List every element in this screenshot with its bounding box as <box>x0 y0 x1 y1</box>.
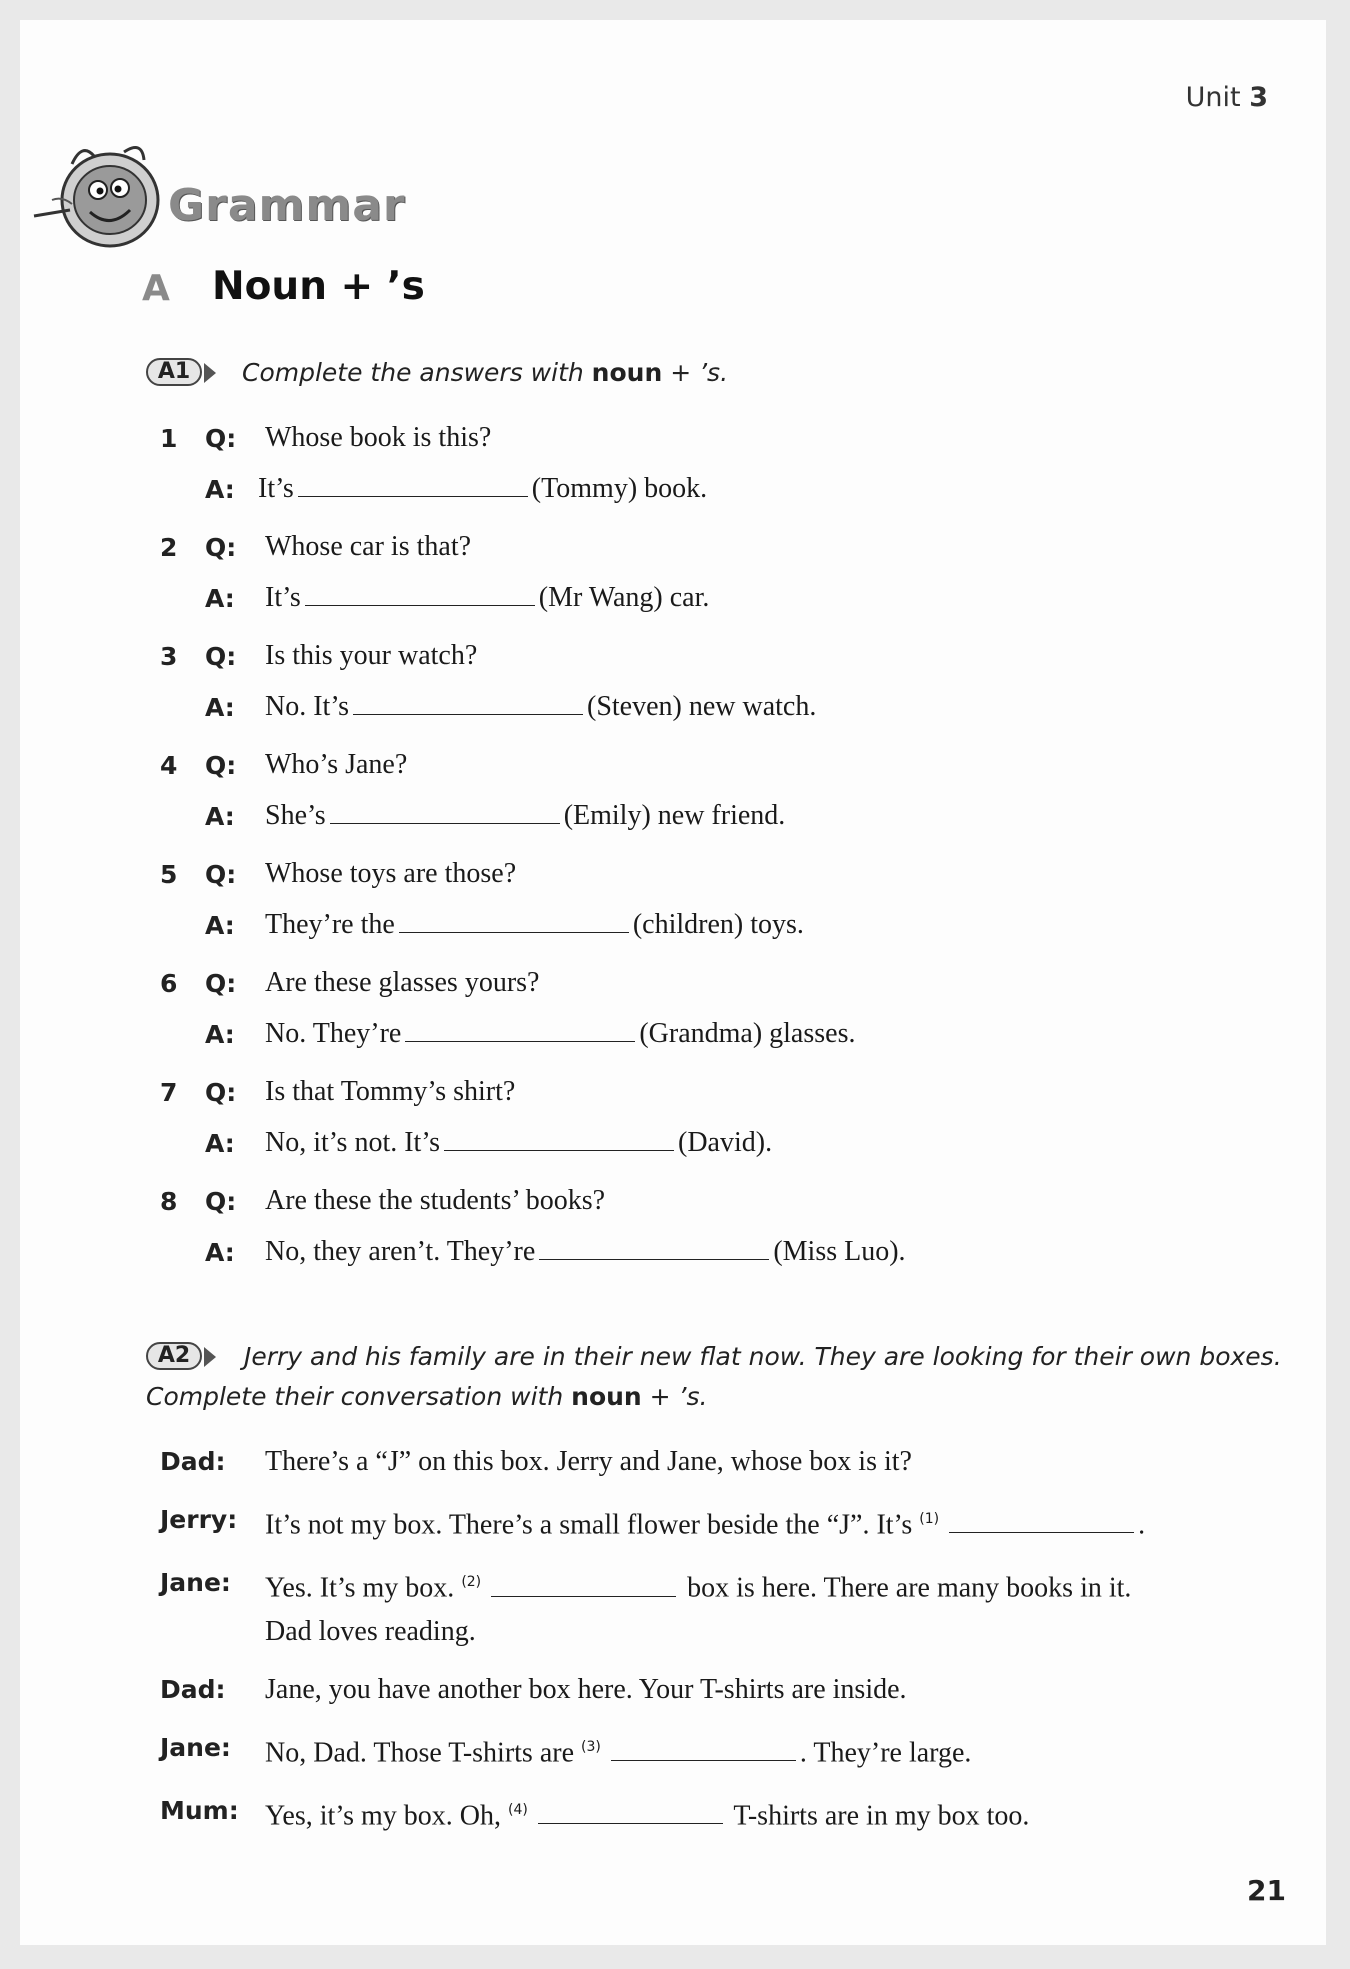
grammar-banner-title: Grammar <box>168 180 406 231</box>
a-label: A: <box>205 1020 235 1049</box>
dialogue-text <box>265 1498 1310 1546</box>
speaker-label: Mum: <box>160 1795 239 1825</box>
question-text: Is this your watch? <box>265 640 478 671</box>
q-label: Q: <box>205 424 237 453</box>
question-row <box>160 1074 1260 1125</box>
instruction-text: + ’s. <box>662 358 729 387</box>
answer-blank[interactable] <box>305 583 535 606</box>
question-row <box>160 420 1260 471</box>
question-text: Whose car is that? <box>265 531 472 562</box>
a1-instruction <box>242 358 728 387</box>
a2-dialogue <box>160 1440 1310 1837</box>
speaker-label: Jane: <box>160 1568 231 1598</box>
item-number: 8 <box>160 1187 178 1216</box>
dialogue-pre: It’s not my box. There’s a small flower beside the “J”. It’s <box>265 1509 913 1541</box>
a1-question-list <box>160 420 1260 1292</box>
q-label: Q: <box>205 642 237 671</box>
answer-pre: They’re the <box>265 909 395 940</box>
dialogue-line <box>160 1561 1310 1652</box>
a2-instruction-line1: Jerry and his family are in their new flat now. They are looking for their own boxes. <box>244 1342 1282 1371</box>
dialogue-post: . <box>1138 1509 1146 1541</box>
dialogue-post: . They’re large. <box>799 1736 972 1768</box>
item-number: 6 <box>160 969 178 998</box>
answer-text <box>265 800 785 832</box>
workbook-page <box>20 20 1326 1945</box>
speaker-label: Jerry: <box>160 1505 238 1534</box>
question-text: Whose toys are those? <box>265 858 517 889</box>
dialogue-line <box>160 1498 1310 1546</box>
answer-text <box>265 1236 906 1268</box>
instruction-bold: noun <box>571 1382 642 1411</box>
answer-blank[interactable] <box>399 910 629 933</box>
answer-post: (Mr Wang) car. <box>538 582 710 613</box>
answer-post: (Miss Luo). <box>773 1236 906 1267</box>
dialogue-line <box>160 1668 1310 1711</box>
answer-row <box>160 1125 1260 1183</box>
section-letter: A <box>142 268 170 309</box>
a-label: A: <box>205 584 235 613</box>
question-text: Whose book is this? <box>265 422 492 453</box>
badge-label: A2 <box>157 1343 191 1368</box>
item-number: 2 <box>160 533 178 562</box>
dialogue-text <box>265 1789 1310 1837</box>
section-title: Noun + ’s <box>212 264 425 309</box>
item-number: 7 <box>160 1078 178 1107</box>
dialogue-text <box>265 1561 1310 1652</box>
answer-post: (Emily) new friend. <box>563 800 786 831</box>
dialogue-line <box>160 1789 1310 1837</box>
blank-marker: (1) <box>919 1511 940 1527</box>
blank-marker: (4) <box>507 1801 528 1818</box>
answer-text <box>265 582 709 614</box>
dialogue-post: box is here. There are many books in it. <box>687 1572 1132 1604</box>
dialogue-text: There’s a “J” on this box. Jerry and Jane, whose box is it? <box>265 1446 912 1477</box>
speaker-label: Dad: <box>160 1447 226 1476</box>
a-label: A: <box>205 1129 235 1158</box>
a-label: A: <box>205 802 235 831</box>
answer-pre: No. It’s <box>265 691 349 722</box>
dialogue-line <box>160 1440 1310 1483</box>
exercise-badge-a1 <box>146 358 202 386</box>
speaker-label: Jane: <box>160 1732 231 1762</box>
answer-pre: She’s <box>265 800 326 831</box>
answer-post: (Tommy) book. <box>531 473 708 504</box>
answer-pre: It’s <box>265 582 301 613</box>
answer-row <box>160 1016 1260 1074</box>
dialogue-pre: Yes. It’s my box. <box>265 1572 455 1604</box>
question-row <box>160 856 1260 907</box>
a-label: A: <box>205 911 235 940</box>
instruction-bold: noun <box>591 358 663 387</box>
dialogue-line2: Dad loves reading. <box>265 1615 476 1647</box>
answer-pre: No, they aren’t. They’re <box>265 1236 536 1267</box>
answer-pre: It’s <box>258 473 294 504</box>
answer-blank[interactable] <box>298 474 528 497</box>
unit-label <box>1186 82 1268 113</box>
q-label: Q: <box>205 1078 237 1107</box>
answer-post: (David). <box>678 1127 773 1158</box>
answer-blank[interactable] <box>491 1574 676 1597</box>
unit-prefix: Unit <box>1185 82 1241 113</box>
play-arrow-icon <box>204 363 216 383</box>
answer-row <box>160 907 1260 965</box>
item-number: 4 <box>160 751 178 780</box>
question-text: Is that Tommy’s shirt? <box>265 1076 516 1107</box>
answer-blank[interactable] <box>611 1738 796 1761</box>
a-label: A: <box>205 475 235 504</box>
dialogue-pre: No, Dad. Those T-shirts are <box>265 1736 574 1768</box>
q-label: Q: <box>205 860 237 889</box>
speaker-label: Dad: <box>160 1674 226 1704</box>
q-label: Q: <box>205 533 237 562</box>
q-label: Q: <box>205 969 237 998</box>
unit-number: 3 <box>1249 82 1268 113</box>
question-row <box>160 1183 1260 1234</box>
answer-blank[interactable] <box>949 1510 1134 1533</box>
question-text: Are these the students’ books? <box>265 1185 606 1216</box>
answer-row <box>160 798 1260 856</box>
answer-blank[interactable] <box>330 801 560 824</box>
badge-label: A1 <box>157 359 191 384</box>
a2-badge-wrap <box>146 1342 202 1370</box>
answer-pre: No, it’s not. It’s <box>265 1127 441 1158</box>
answer-row <box>160 1234 1260 1292</box>
item-number: 1 <box>160 424 178 453</box>
instruction-text: + ’s. <box>641 1382 708 1411</box>
answer-blank[interactable] <box>353 692 583 715</box>
answer-row <box>160 471 1260 529</box>
a-label: A: <box>205 1238 235 1267</box>
dialogue-text: Jane, you have another box here. Your T-shirts are inside. <box>265 1673 907 1705</box>
blank-marker: (2) <box>461 1574 482 1591</box>
instruction-text: Complete the answers with <box>242 358 592 387</box>
answer-row <box>160 580 1260 638</box>
a2-instruction-line2 <box>146 1382 707 1411</box>
item-number: 5 <box>160 860 178 889</box>
question-row <box>160 747 1260 798</box>
answer-blank[interactable] <box>538 1801 723 1824</box>
question-row <box>160 529 1260 580</box>
blank-marker: (3) <box>581 1738 601 1755</box>
q-label: Q: <box>205 751 237 780</box>
answer-blank[interactable] <box>444 1128 674 1151</box>
question-row <box>160 638 1260 689</box>
question-text: Who’s Jane? <box>265 749 408 780</box>
dialogue-post: T-shirts are in my box too. <box>733 1800 1030 1832</box>
grammar-mascot-icon <box>32 138 182 256</box>
question-row <box>160 965 1260 1016</box>
answer-text <box>265 1018 855 1050</box>
a1-badge-wrap <box>146 358 202 386</box>
answer-text <box>265 691 816 723</box>
answer-blank[interactable] <box>405 1019 635 1042</box>
play-arrow-icon <box>204 1347 216 1367</box>
question-text: Are these glasses yours? <box>265 967 540 998</box>
answer-post: (children) toys. <box>632 909 804 940</box>
page-number: 21 <box>1247 1874 1286 1907</box>
answer-post: (Steven) new watch. <box>587 691 817 722</box>
instruction-text: Complete their conversation with <box>146 1382 572 1411</box>
answer-text <box>265 909 804 941</box>
answer-blank[interactable] <box>539 1237 769 1260</box>
answer-post: (Grandma) glasses. <box>639 1018 856 1049</box>
answer-text <box>265 1127 772 1159</box>
answer-text <box>258 473 707 505</box>
dialogue-text <box>265 1726 1310 1774</box>
answer-row <box>160 689 1260 747</box>
q-label: Q: <box>205 1187 237 1216</box>
exercise-badge-a2 <box>146 1342 202 1370</box>
dialogue-line <box>160 1726 1310 1774</box>
dialogue-pre: Yes, it’s my box. Oh, <box>265 1800 501 1832</box>
a-label: A: <box>205 693 235 722</box>
item-number: 3 <box>160 642 178 671</box>
answer-pre: No. They’re <box>265 1018 402 1049</box>
